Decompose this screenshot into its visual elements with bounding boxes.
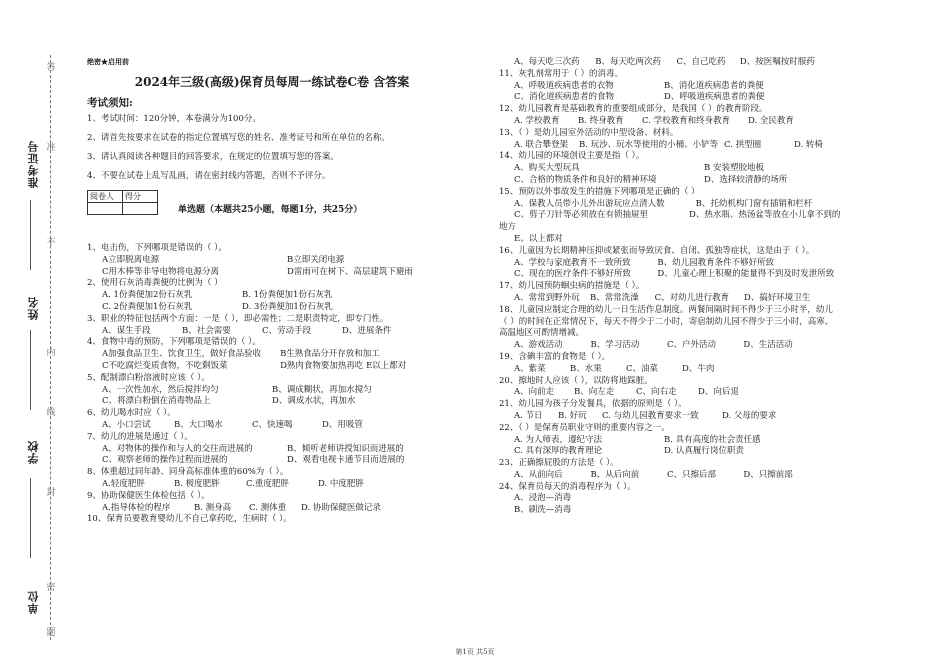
exam-number-label: 准考证号 xyxy=(27,140,40,188)
answer-option[interactable]: B. 具有高度的社会责任感 xyxy=(664,434,761,445)
question-stem: 5、配制漂白粉溶液时应该（ ）。 xyxy=(87,372,210,383)
unit-label: 单位 xyxy=(27,590,40,614)
option-row xyxy=(87,420,487,432)
answer-option[interactable]: D、调成水状，再加水 xyxy=(272,396,356,407)
section-title: 单选题（本题共25小题，每题1分，共25分） xyxy=(178,205,363,215)
answer-option[interactable]: B、调成糊状，再加水搅匀 xyxy=(272,384,372,395)
option-row xyxy=(499,411,839,423)
answer-option[interactable]: C. 具有深厚的教育理论 xyxy=(514,446,603,457)
answer-option[interactable]: B立即关闭电源 xyxy=(287,254,345,265)
answer-option[interactable]: B、从后向前 xyxy=(590,469,640,480)
answer-option[interactable]: D、牛肉 xyxy=(682,363,715,374)
answer-option[interactable]: C、现在的医疗条件不够好所致 xyxy=(514,269,632,280)
answer-option[interactable]: B、每天吃两次药 xyxy=(595,57,661,67)
option-row xyxy=(499,116,839,128)
option-row xyxy=(499,199,839,211)
notice-item: 1、考试时间：120分钟，本卷满分为100分。 xyxy=(87,114,261,124)
answer-option[interactable]: D、用吸管 xyxy=(322,419,363,430)
right-column xyxy=(499,57,839,517)
seal-word: 题 xyxy=(46,628,56,638)
option-row xyxy=(499,446,839,458)
answer-option[interactable]: A.指导体检的程序 xyxy=(102,502,171,513)
question-list-right xyxy=(499,57,839,517)
option-row xyxy=(499,340,839,352)
answer-option[interactable]: D熟肉食物要加热再吃 E以上都对 xyxy=(280,360,407,371)
answer-option[interactable]: C. 学校教育和终身教育 xyxy=(642,115,731,126)
grader-cell[interactable] xyxy=(88,203,123,215)
option-row xyxy=(499,175,839,187)
answer-option[interactable]: C. 2份粪便加1份石灰乳 xyxy=(102,301,193,312)
answer-option[interactable]: B、社会需要 xyxy=(182,325,231,336)
answer-option[interactable]: A、浸泡—消毒 xyxy=(514,493,572,504)
answer-option[interactable]: B、刷洗—消毒 xyxy=(514,505,572,516)
answer-option[interactable]: D. 转椅 xyxy=(794,139,823,150)
question-stem: 23、正确擦屁股的方法是（ ）。 xyxy=(499,458,619,469)
notice-item: 2、请首先按要求在试卷的指定位置填写您的姓名、准考证号和所在单位的名称。 xyxy=(87,133,390,143)
option-row xyxy=(87,479,487,491)
option-row xyxy=(87,255,487,267)
question-stem: 2、使用石灰消毒粪便的比例为（ ） xyxy=(87,278,223,289)
question-stem: 地方 xyxy=(499,222,517,233)
option-row xyxy=(499,470,839,482)
answer-option[interactable]: B、向左走 xyxy=(574,387,615,398)
question-stem: 22、（ ）是保育员职业守则的重要内容之一。 xyxy=(499,422,670,433)
confidential-mark: 绝密★启用前 xyxy=(87,57,129,66)
answer-option[interactable]: A、每天吃三次药 xyxy=(514,57,580,67)
answer-option[interactable]: C. 拱型圈 xyxy=(724,139,762,150)
answer-option[interactable]: A、向前走 xyxy=(514,387,555,398)
question-stem: 1、电击伤，下列哪项是错误的（ ）。 xyxy=(87,243,227,253)
answer-option[interactable]: D、呼吸道疾病患者的粪便 xyxy=(664,92,765,103)
school-label: 学校 xyxy=(27,440,40,464)
seal-word: 答 xyxy=(46,63,56,73)
seal-word: 密 xyxy=(46,583,56,593)
option-row xyxy=(87,349,487,361)
question-stem: 6、幼儿喝水时应（ ）。 xyxy=(87,408,176,419)
answer-option[interactable]: B、水果 xyxy=(570,363,602,374)
question-stem: 18、儿童园应制定合理的幼儿一日生活作息制度。两餐间隔时间不得少于三小时半，幼儿（ ）的时间在正常情况下，每天不得少于二小时，寄宿制幼儿园不得少于三小时，高寒、高温地区可酌情增减。 xyxy=(499,304,834,339)
answer-option[interactable]: A、保教人员带小儿外出游玩应点清人数 xyxy=(514,198,665,209)
answer-option[interactable]: A. 为人师表，遵纪守法 xyxy=(514,434,603,445)
option-row xyxy=(87,302,487,314)
answer-option[interactable]: B. 极度肥胖 xyxy=(174,478,220,489)
answer-option[interactable]: C、剪子刀针等必须放在有锁抽屉里 xyxy=(514,210,649,221)
grader-header: 阅卷人 xyxy=(88,191,123,203)
question-stem: 12、幼儿园教育是基础教育的重要组成部分，是我国（ ）的教育阶段。 xyxy=(499,104,768,115)
question-stem: 11、灰乳剂常用于（ ）的消毒。 xyxy=(499,68,624,79)
answer-option[interactable]: C、自己吃药 xyxy=(676,57,726,67)
answer-option[interactable]: D、按医嘱按时服药 xyxy=(739,57,815,67)
answer-option[interactable]: B、常常洗澡 xyxy=(590,292,639,303)
question-stem: 13、（ ）是幼儿园室外活动的中型设备、材料。 xyxy=(499,127,679,138)
answer-option[interactable]: B、消化道疾病患者的粪便 xyxy=(664,80,764,91)
question-stem: 8、体重超过同年龄、同身高标准体重的60%为（ ）。 xyxy=(87,467,289,478)
answer-option[interactable]: B、幼儿园教育条件不够好所致 xyxy=(657,257,775,268)
answer-option[interactable]: A、一次性加水，然后搅拌均匀 xyxy=(102,384,219,395)
option-row xyxy=(499,57,839,69)
answer-option[interactable]: D. 协助保健医做记录 xyxy=(301,502,381,513)
question-stem: 4、食物中毒的预防，下列哪项是错误的（ ）。 xyxy=(87,337,261,348)
answer-option[interactable]: D. 全民教育 xyxy=(748,115,794,126)
answer-option[interactable]: C、合格的物质条件和良好的精神环境 xyxy=(514,174,657,185)
seal-word: 封 xyxy=(46,488,56,498)
option-row xyxy=(87,444,487,456)
option-row xyxy=(87,290,487,302)
answer-option[interactable]: B. 玩沙、玩水等使用的小桶、小铲等 xyxy=(579,139,719,150)
name-blank[interactable] xyxy=(30,330,31,410)
answer-option[interactable]: C、劳动手段 xyxy=(262,325,312,336)
answer-option[interactable]: A、小口尝试 xyxy=(102,419,151,430)
answer-option[interactable]: C、油菜 xyxy=(626,363,659,374)
option-row xyxy=(499,293,839,305)
question-stem: 19、含碘丰富的食物是（ ）。 xyxy=(499,351,611,362)
answer-option[interactable]: A立即脱离电源 xyxy=(102,254,160,265)
option-row xyxy=(87,455,487,467)
answer-option[interactable]: B. 1份粪便加1份石灰乳 xyxy=(242,290,333,301)
option-row xyxy=(499,387,839,399)
answer-option[interactable]: A、学校与家庭教育不一致所致 xyxy=(514,257,631,268)
option-row xyxy=(499,234,839,246)
answer-option[interactable]: B. 测身高 xyxy=(194,502,232,513)
option-row xyxy=(499,364,839,376)
seal-word: 不 xyxy=(46,238,56,248)
option-row xyxy=(499,435,839,447)
seal-word: 内 xyxy=(46,348,56,358)
question-stem: 16、儿童因为长期精神压抑或紧张而导致厌食、自闭、孤独等症状，这是由于（ ）。 xyxy=(499,245,815,256)
answer-option[interactable]: D、只擦前部 xyxy=(743,469,793,480)
question-stem: 9、协助保健医生体检包括（ ）。 xyxy=(87,490,210,501)
option-row xyxy=(499,140,839,152)
page-footer: 第1页 共5页 xyxy=(455,648,495,656)
answer-option[interactable]: A. 节日 xyxy=(514,410,543,421)
answer-option[interactable]: A加强食品卫生、饮食卫生，做好食品验收 xyxy=(102,349,262,360)
notice-item: 4、不要在试卷上乱写乱画，请在密封线内答题，否则不予评分。 xyxy=(87,171,331,181)
option-row xyxy=(87,385,487,397)
question-stem: 17、幼儿园预防蛔虫病的措施是（ ）。 xyxy=(499,281,645,292)
score-header: 得分 xyxy=(123,191,158,203)
answer-option[interactable]: C、观察老师的操作过程而进展的 xyxy=(102,455,228,466)
notice-item: 3、请认真阅读各种题目的回答要求，在规定的位置填写您的答案。 xyxy=(87,152,339,162)
option-row xyxy=(87,361,487,373)
answer-option[interactable]: A、常常到野外玩 xyxy=(514,292,580,303)
option-row xyxy=(499,210,839,222)
answer-option[interactable]: A、呼吸道疾病患者的衣物 xyxy=(514,80,614,91)
answer-option[interactable]: B生熟食品分开存放和加工 xyxy=(280,349,380,360)
answer-option[interactable]: C、快速喝 xyxy=(252,419,293,430)
exam-number-blank[interactable] xyxy=(30,200,31,270)
answer-option[interactable]: D、搞好环境卫生 xyxy=(743,292,811,303)
answer-option[interactable]: C、只擦后部 xyxy=(666,469,716,480)
answer-option[interactable]: B、学习活动 xyxy=(590,340,640,351)
question-stem: 15、预防以外事故发生的措施下列哪项是正确的（ ） xyxy=(499,186,700,197)
score-table xyxy=(87,190,158,215)
answer-option[interactable]: A.轻度肥胖 xyxy=(102,478,145,489)
answer-option[interactable]: B. 好玩 xyxy=(558,410,587,421)
answer-option[interactable]: B 安装塑胶地板 xyxy=(704,163,764,174)
answer-option[interactable]: C用木棒等非导电物将电源分离 xyxy=(102,266,220,277)
answer-option[interactable]: B、倾听老师讲授知识而进展的 xyxy=(287,443,404,454)
answer-option[interactable]: C、消化道疾病患者的食物 xyxy=(514,92,615,103)
binding-strip xyxy=(0,0,74,671)
page-title: 2024年三级(高级)保育员每周一练试卷C卷 含答案 xyxy=(134,75,410,89)
answer-option[interactable]: C、户外活动 xyxy=(666,340,716,351)
answer-option[interactable]: D. 认真履行岗位职责 xyxy=(664,446,744,457)
option-row xyxy=(499,92,839,104)
answer-option[interactable]: A. 学校教育 xyxy=(514,115,560,126)
question-stem: 24、保育员每天的消毒程序为（ ）。 xyxy=(499,481,636,492)
answer-option[interactable]: C不吃腐烂变质食物，不吃剩饭菜 xyxy=(102,360,228,371)
option-row xyxy=(499,269,839,281)
option-row xyxy=(499,81,839,93)
question-stem: 3、职业的特征包括两个方面：一是（ ），即必需性；二是职责特定，即专门性。 xyxy=(87,313,389,324)
question-stem: 21、幼儿园为孩子分发餐具，依据的原则是（ ）。 xyxy=(499,399,687,410)
answer-option[interactable]: D、生活活动 xyxy=(743,340,793,351)
name-label: 姓名 xyxy=(27,296,40,320)
answer-option[interactable]: A、紫菜 xyxy=(514,363,546,374)
option-row xyxy=(87,326,487,338)
answer-option[interactable]: D、选择较清静的场所 xyxy=(704,174,788,185)
question-stem: 10、保育员要教育婴幼儿不自己拿药吃，生病时（ ）。 xyxy=(87,514,292,525)
question-list-left xyxy=(87,243,487,526)
answer-option[interactable]: C、对幼儿进行教育 xyxy=(654,292,730,303)
answer-option[interactable]: A. 联合攀登架 xyxy=(514,139,569,150)
answer-option[interactable]: D、热水瓶、热汤盆等放在小儿拿不到的 xyxy=(689,210,841,221)
answer-option[interactable]: D. 父母的要求 xyxy=(722,410,777,421)
answer-option[interactable]: D、向后退 xyxy=(698,387,739,398)
seal-word: 准 xyxy=(46,143,56,153)
option-row xyxy=(87,396,487,408)
answer-option[interactable]: D. 中度肥胖 xyxy=(318,478,364,489)
answer-option[interactable]: A、谋生手段 xyxy=(102,325,151,336)
seal-word: 线 xyxy=(46,408,56,418)
answer-option[interactable]: A、对物体的操作和与人的交往而进展的 xyxy=(102,443,253,454)
notice-heading: 考试须知: xyxy=(87,97,133,109)
answer-option[interactable]: B、托幼机构门窗有插销和栏杆 xyxy=(695,198,813,209)
school-blank[interactable] xyxy=(30,478,31,558)
answer-option[interactable]: E、以上都对 xyxy=(514,233,563,244)
score-row xyxy=(87,190,487,215)
answer-option[interactable]: A、游戏活动 xyxy=(514,340,563,351)
answer-option[interactable]: C. 测体重 xyxy=(249,502,287,513)
answer-option[interactable]: C、向右走 xyxy=(636,387,677,398)
option-row xyxy=(499,493,839,505)
option-row xyxy=(87,267,487,279)
option-row xyxy=(499,163,839,175)
answer-option[interactable]: D、儿童心理上积聚的能量得不到及时发泄所致 xyxy=(657,269,835,280)
question-stem: 20、擦地时人应该（ ），以防将地踩脏。 xyxy=(499,375,653,386)
score-cell[interactable] xyxy=(123,203,158,215)
answer-option[interactable]: D、进展条件 xyxy=(342,325,392,336)
answer-option[interactable]: D、观看电视卡通节目而进展的 xyxy=(287,455,405,466)
answer-option[interactable]: A、从前向后 xyxy=(514,469,563,480)
answer-option[interactable]: A. 1份粪便加2份石灰乳 xyxy=(102,290,193,301)
left-column xyxy=(87,57,487,526)
answer-option[interactable]: C. 与幼儿园教育要求一致 xyxy=(602,410,699,421)
option-row xyxy=(499,258,839,270)
question-stem: 14、幼儿园的环境创设主要是指（ ）。 xyxy=(499,151,645,162)
answer-option[interactable]: A、购买大型玩具 xyxy=(514,163,580,174)
option-row xyxy=(499,505,839,517)
answer-option[interactable]: C.重度肥胖 xyxy=(246,478,289,489)
answer-option[interactable]: B. 终身教育 xyxy=(578,115,624,126)
option-row xyxy=(87,503,487,515)
answer-option[interactable]: D. 3份粪便加1份石灰乳 xyxy=(242,301,333,312)
answer-option[interactable]: B、大口喝水 xyxy=(174,419,223,430)
question-stem: 7、幼儿的进展是通过（ ）。 xyxy=(87,431,193,442)
answer-option[interactable]: C、将漂白粉倒在消毒物品上 xyxy=(102,396,211,407)
answer-option[interactable]: D雷雨可在树下、高层建筑下避雨 xyxy=(287,266,413,277)
